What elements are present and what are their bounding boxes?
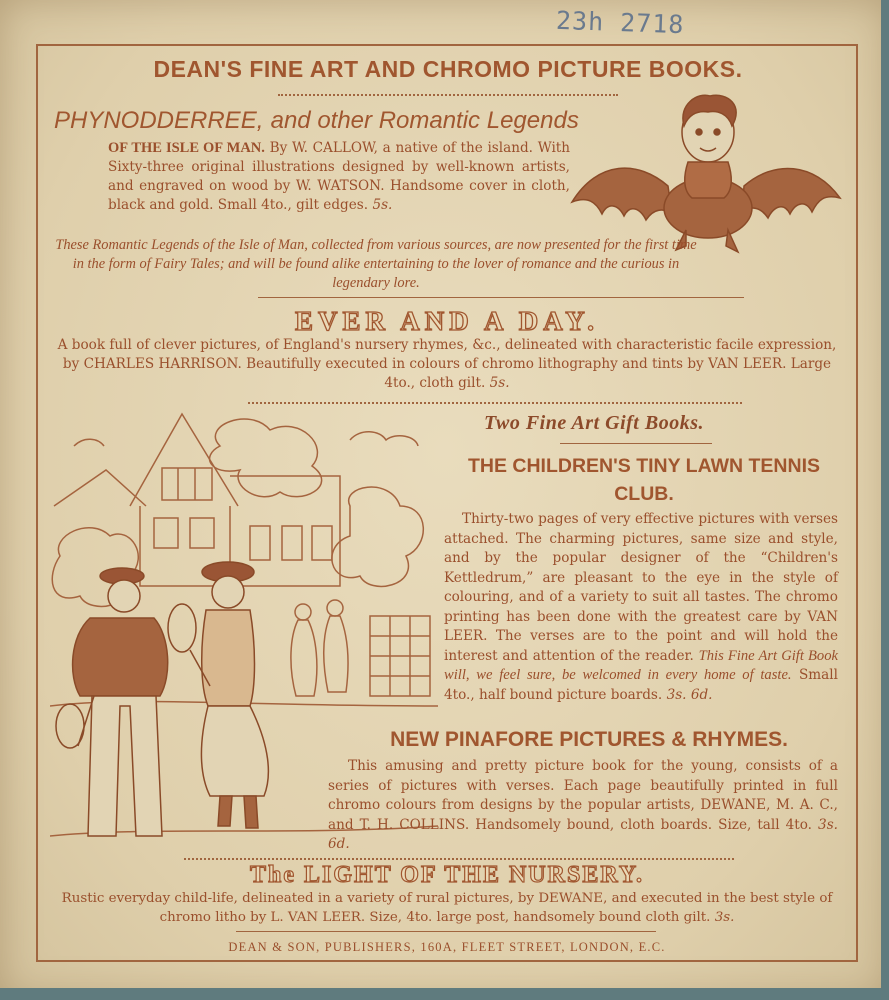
ever-and-a-day-title: EVER AND A DAY. <box>294 306 600 336</box>
new-pinafore-price: 3s. 6d. <box>328 816 838 852</box>
board-edge-bottom <box>0 988 889 1000</box>
phynodderree-title-rest: and other Romantic Legends <box>270 107 579 134</box>
new-pinafore-description <box>328 757 838 855</box>
phynodderree-price: 5s. <box>372 197 393 213</box>
new-pinafore-title: NEW PINAFORE PICTURES & RHYMES. <box>390 728 788 751</box>
gift-books-underline <box>560 443 712 444</box>
light-of-nursery-body: Rustic everyday child-life, delineated in a variety of rural pictures, by DEWANE, and executed in the best style of chromo litho by L. VAN LEER. Size, 4to. large post, handsomely bound cloth gilt. <box>61 891 833 925</box>
tiny-lawn-tennis-italic: This Fine Art Gift Book will, we feel sure, be welcomed in every home of taste. <box>444 647 838 683</box>
main-title: DEAN'S FINE ART AND CHROMO PICTURE BOOKS. <box>153 56 743 82</box>
tiny-lawn-tennis-price: 3s. 6d. <box>666 686 713 703</box>
decorative-rule <box>248 396 742 404</box>
phynodderree-title <box>54 104 579 135</box>
pencil-shelfmark: 23h 2718 <box>555 5 685 40</box>
gift-books-heading: Two Fine Art Gift Books. <box>484 412 704 434</box>
ever-and-a-day-description <box>54 336 840 393</box>
phynodderree-body: By W. CALLOW, a native of the island. With Sixty-three original illustrations designed by well-known artists, and engraved on wood by W. WATSON. Handsome cover in cloth, black and gold. Small 4to., gilt edges. <box>108 140 571 213</box>
tiny-lawn-tennis-body: Thirty-two pages of very effective pictures with verses attached. The charming pictures, same size and style, and by the popular designer of the “Children's Kettledrum,” are pleasant to the eye in the style of colouring, and of a variety to suit all tastes. The chromo printing has been done with the greatest care by VAN LEER. The verses are to the point and will hold the interest and attention of the reader. <box>444 511 838 664</box>
divider-rule <box>258 297 744 298</box>
phynodderree-italic-note: These Romantic Legends of the Isle of Man, collected from various sources, are now presented for the first time in the form of Fairy Tales; and will be found alike entertaining to the lover of romance and the curious in legendary lore. <box>55 237 697 291</box>
footer-rule <box>236 931 656 932</box>
decorative-rule <box>278 88 618 96</box>
light-of-nursery-title: The LIGHT OF THE NURSERY. <box>250 862 644 888</box>
decorative-rule <box>184 852 734 860</box>
publisher-imprint: DEAN & SON, PUBLISHERS, 160A, FLEET STREET, LONDON, E.C. <box>228 940 666 954</box>
light-of-nursery-description <box>54 889 840 927</box>
phynodderree-subtitle: OF THE ISLE OF MAN. <box>108 140 265 156</box>
tiny-lawn-tennis-description <box>444 510 838 705</box>
board-edge-right <box>881 0 889 1000</box>
tiny-lawn-tennis-format: Small 4to., half bound picture boards. <box>444 667 838 703</box>
phynodderree-illustration <box>568 90 844 256</box>
ever-and-a-day-body: A book full of clever pictures, of England's nursery rhymes, &c., delineated with characteristic facile expression, by CHARLES HARRISON. Beautifully executed in colours of chromo lithography and tints by VAN LEER. Large 4to., cloth gilt. <box>57 337 837 391</box>
phynodderree-description <box>108 139 570 215</box>
new-pinafore-body: This amusing and pretty picture book for the young, consists of a series of pictures with verses. Each page beautifully printed in full chromo colours from designs by the popular artists, DEWANE, M. A. C., and T. H. COLLINS. Handsomely bound, cloth boards. Size, tall 4to. <box>328 758 838 833</box>
phynodderree-title-main: PHYNODDERREE, <box>54 107 264 134</box>
light-of-nursery-price: 3s. <box>714 910 735 925</box>
ever-and-a-day-price: 5s. <box>489 375 510 391</box>
tiny-lawn-tennis-title: THE CHILDREN'S TINY LAWN TENNIS CLUB. <box>467 455 821 505</box>
